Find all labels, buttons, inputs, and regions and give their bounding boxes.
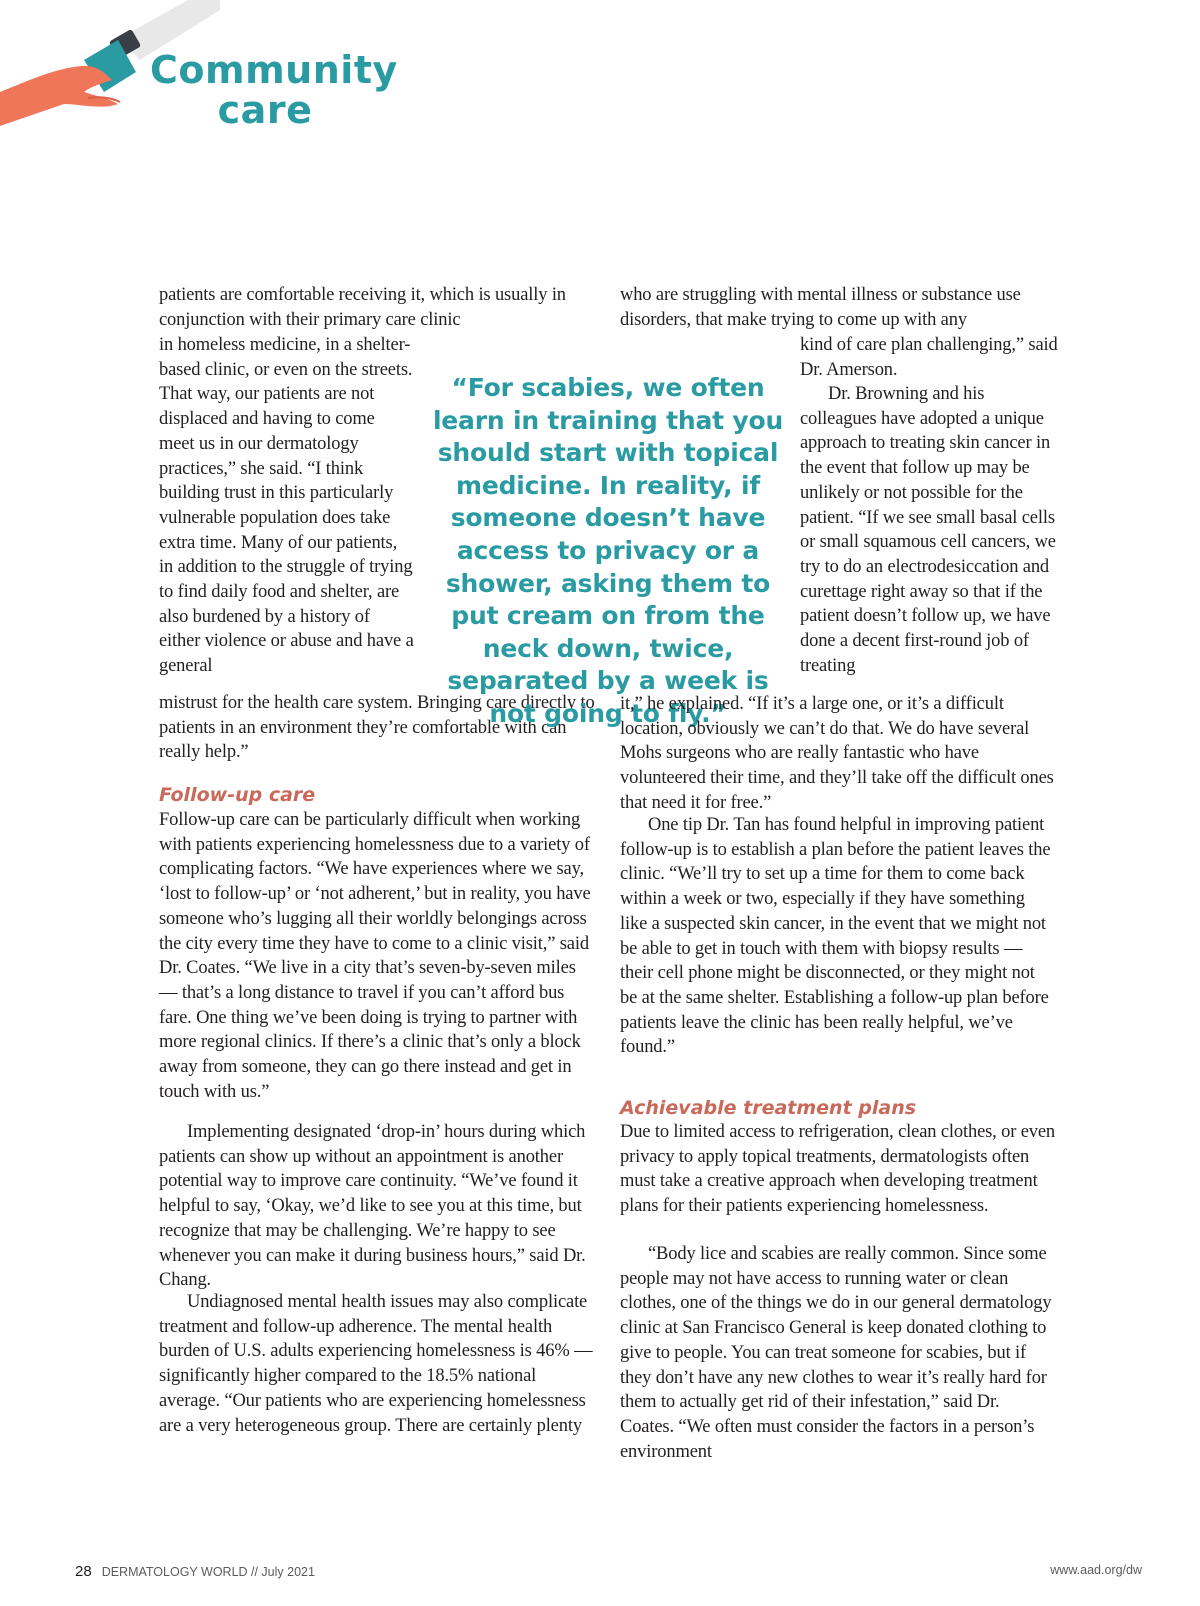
left-paragraph-1-wrap: in homeless medicine, in a shelter-based clinic, or even on the streets. That way, our patients are not displaced and having to come meet us in our dermatology practices,” she said. “I think building trust in this particularly vulnerable population does take extra time. Many of our patients, in addition to the struggle of trying to find daily food and shelter, are also burdened by a history of either violence or abuse and have a general	[159, 335, 414, 677]
right-paragraph-3: One tip Dr. Tan has found helpful in improving patient follow-up is to establish a plan before the patient leaves the clinic. “We’ll try to set up a time for them to come back within a week or two, especially if they have something like a suspected skin cancer, in the event that we might not be able to get in touch with them with biopsy results — their cell phone might be disconnected, or they might not be at the same shelter. Establishing a follow-up plan before patients leave the clinic has been really helpful, we’ve found.”	[620, 815, 1051, 1058]
section-title-line-1: Community	[150, 48, 398, 92]
pull-quote: “For scabies, we often learn in training that you should start with topical medicine. In reality, if someone doesn’t have access to privacy or a shower, asking them to put cream on from the neck down, twice, separated by a week is not going to fly.”	[432, 373, 784, 728]
right-paragraph-4: Due to limited access to refrigeration, clean clothes, or even privacy to apply topical treatments, dermatologists often must take a creative approach when developing treatment plans for their patients experiencing homelessness.	[620, 1122, 1056, 1217]
left-paragraph-1-bottom: mistrust for the health care system. Bringing care directly to patients in an environment they’re comfortable with can really help.”	[159, 693, 595, 763]
right-paragraph-2-wrap: Dr. Browning and his colleagues have adopted a unique approach to treating skin cancer in the event that follow up may be unlikely or not possible for the patient. “If we see small basal cells or small squamous cell cancers, we try to do an electrodesiccation and curettage right away so that if the patient doesn’t follow up, we have done a decent first-round job of treating	[800, 384, 1056, 676]
right-paragraph-2-bottom: it,” he explained. “If it’s a large one, or it’s a difficult location, obviously we can’t do that. We do have several Mohs surgeons who are really fantastic who have volunteered their time, and they’ll take off the difficult ones that need it for free.”	[620, 694, 1054, 813]
page-number: 28	[75, 1563, 92, 1580]
section-title-line-2: care	[217, 88, 313, 132]
footer-url[interactable]: www.aad.org/dw	[1050, 1563, 1142, 1577]
left-paragraph-1-top: patients are comfortable receiving it, which is usually in conjunction with their primary care clinic	[159, 285, 566, 330]
publication-name: DERMATOLOGY WORLD // July 2021	[101, 1565, 315, 1579]
left-paragraph-3: Implementing designated ‘drop-in’ hours during which patients can show up without an appointment is another potential way to improve care continuity. “We’ve found it helpful to say, ‘Okay, we’d like to see you at this time, but recognize that may be challenging. We’re happy to see whenever you can make it during business hours,” said Dr. Chang.	[159, 1122, 586, 1291]
subhead-achievable-treatment-plans: Achievable treatment plans	[620, 1097, 917, 1119]
footer-left	[75, 1563, 315, 1580]
right-paragraph-1-top: who are struggling with mental illness or substance use disorders, that make trying to come up with any	[620, 285, 1021, 330]
right-paragraph-1-wrap: kind of care plan challenging,” said Dr. Amerson.	[800, 335, 1058, 380]
left-paragraph-2: Follow-up care can be particularly difficult when working with patients experiencing homelessness due to a variety of complicating factors. “We have experiences where we say, ‘lost to follow-up’ or ‘not adherent,’ but in reality, you have someone who’s lugging all their worldly belongings across the city every time they have to come to a clinic visit,” said Dr. Coates. “We live in a city that’s seven-by-seven miles — that’s a long distance to travel if you can’t afford bus fare. One thing we’ve been doing is trying to partner with more regional clinics. If there’s a clinic that’s only a block away from someone, they can go there instead and get in touch with us.”	[159, 810, 591, 1102]
subhead-follow-up-care: Follow-up care	[159, 784, 316, 806]
right-paragraph-5: “Body lice and scabies are really common. Since some people may not have access to running water or clean clothes, one of the things we do in our general dermatology clinic at San Francisco General is keep donated clothing to give to people. You can treat someone for scabies, but if they don’t have any new clothes to wear it’s really hard for them to actually get rid of their infestation,” said Dr. Coates. “We often must consider the factors in a person’s environment	[620, 1244, 1052, 1462]
left-paragraph-4: Undiagnosed mental health issues may also complicate treatment and follow-up adherence. The mental health burden of U.S. adults experiencing homelessness is 46% — significantly higher compared to the 18.5% national average. “Our patients who are experiencing homelessness are a very heterogeneous group. There are certainly plenty	[159, 1292, 593, 1436]
section-title	[150, 48, 398, 132]
